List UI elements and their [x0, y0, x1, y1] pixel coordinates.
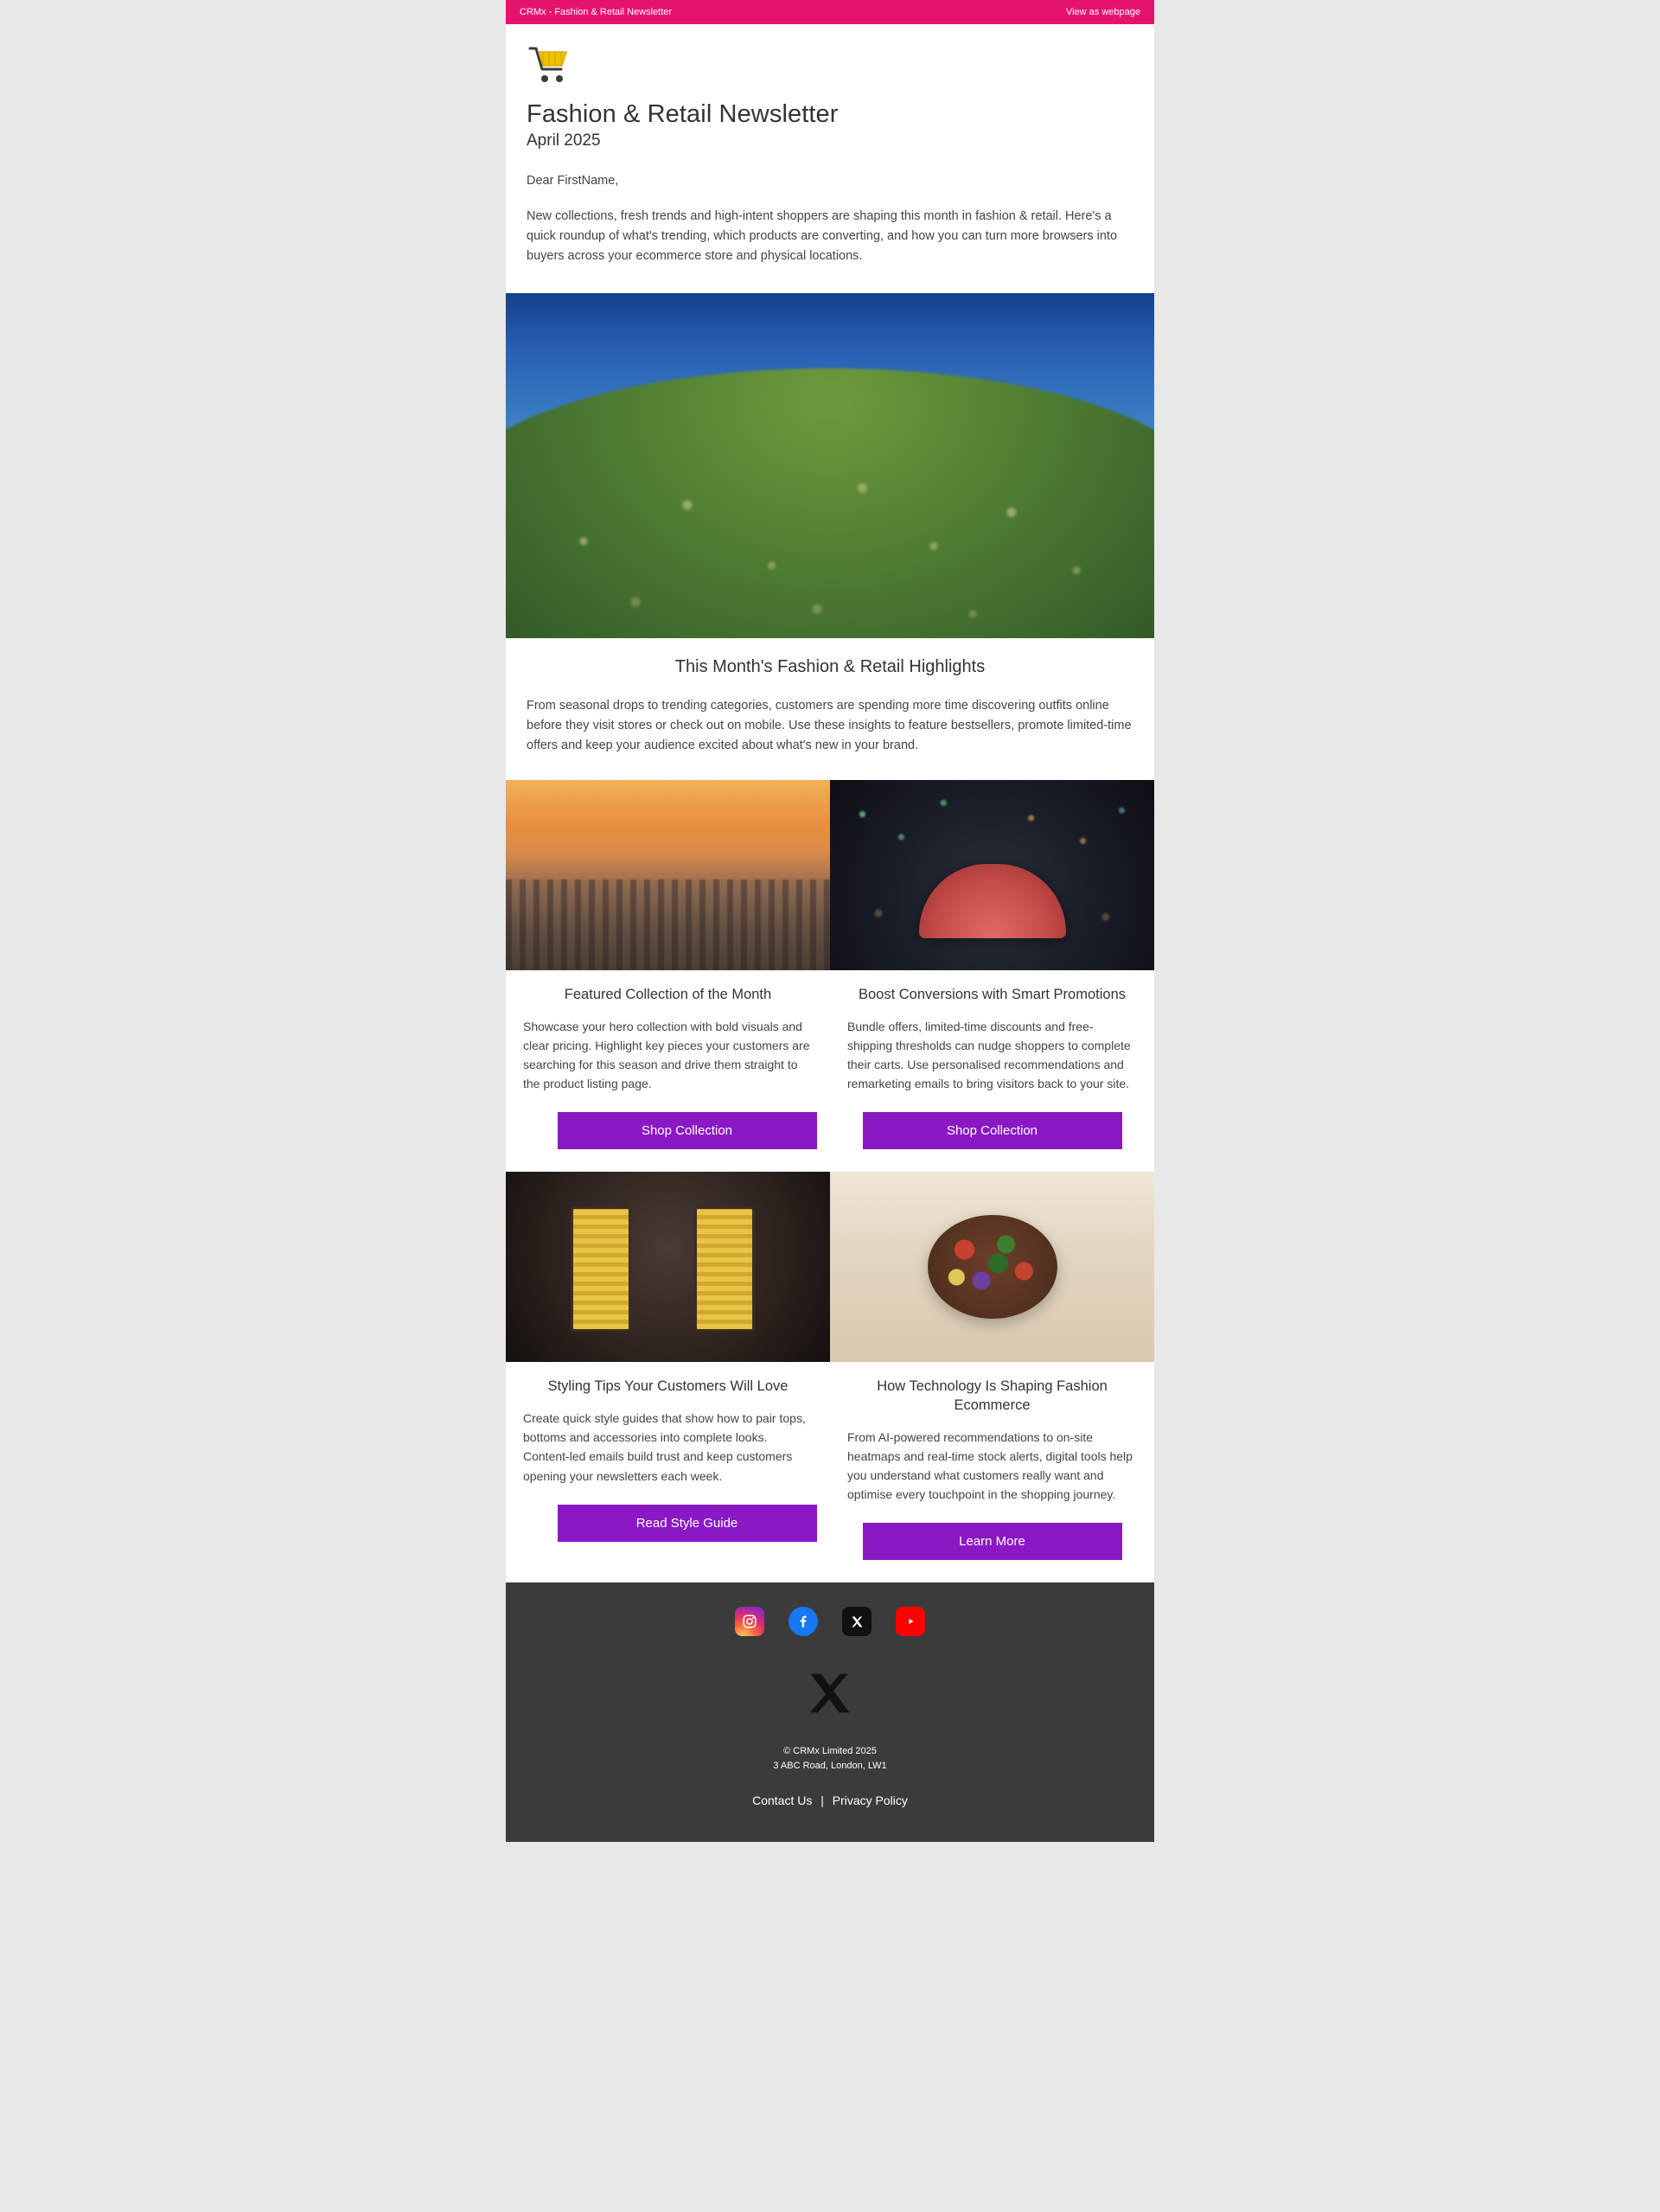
x-icon[interactable] [842, 1607, 872, 1636]
address-text: 3 ABC Road, London, LW1 [773, 1761, 887, 1772]
card-title: Featured Collection of the Month [564, 987, 772, 1003]
card-text: Create quick style guides that show how to pair tops, bottoms and accessories into complete looks. Content-led emails build trust and keep customers opening your newsletters each week. [523, 1411, 806, 1483]
social-links [527, 1607, 1133, 1636]
brand-x-mark [527, 1669, 1133, 1725]
city-sunset-image [506, 780, 830, 970]
highlights-body: From seasonal drops to trending categories, customers are spending more time discovering outfits online before they visit stores or check out on mobile. Use these insights to feature bestsellers, promote limited-time offers and keep your audience excited about what's new in your brand. [527, 698, 1132, 753]
intro-section [506, 150, 1154, 293]
card-row-2 [506, 1172, 1154, 1582]
card-row-1 [506, 780, 1154, 1172]
card-cta-row [551, 1112, 823, 1149]
footer-legal [527, 1744, 1133, 1774]
red-umbrella-image [830, 780, 1154, 970]
read-style-guide-button[interactable]: Read Style Guide [558, 1505, 817, 1542]
instagram-icon[interactable] [735, 1607, 764, 1636]
card-text: Bundle offers, limited-time discounts and free-shipping thresholds can nudge shoppers to complete their carts. Use personalised recommendations and remarketing emails to bring visitors back to your site. [847, 1020, 1131, 1091]
shop-collection-button[interactable]: Shop Collection [558, 1112, 817, 1149]
card-featured-collection [506, 780, 830, 1172]
card-title: Boost Conversions with Smart Promotions [858, 987, 1127, 1003]
youtube-icon[interactable] [896, 1607, 925, 1636]
greeting-text: Dear FirstName, [527, 173, 619, 188]
shop-collection-button[interactable]: Shop Collection [863, 1112, 1122, 1149]
grilled-corn-image [506, 1172, 830, 1362]
preheader-text: CRMx - Fashion & Retail Newsletter [520, 7, 673, 17]
preheader-bar [506, 0, 1154, 24]
contact-us-link[interactable]: Contact Us [752, 1793, 813, 1807]
email-container [506, 0, 1154, 1842]
card-text: From AI-powered recommendations to on-site heatmaps and real-time stock alerts, digital tools help you understand what customers really want and optimise every touchpoint in the shopping journey. [847, 1429, 1133, 1502]
card-cta-row [847, 1523, 1137, 1560]
title-block [506, 85, 1154, 150]
highlights-section [506, 638, 1154, 781]
card-technology [830, 1172, 1154, 1582]
card-text: Showcase your hero collection with bold visuals and clear pricing. Highlight key pieces your customers are searching for this season and drive them straight to the product listing page. [523, 1020, 810, 1091]
view-as-webpage-link[interactable]: View as webpage [1065, 7, 1140, 17]
shopping-cart-icon [527, 43, 571, 85]
intro-text: New collections, fresh trends and high-intent shoppers are shaping this month in fashion & retail. Here's a quick roundup of what's trending, which products are converting, and how you can turn more browsers into buyers across your ecommerce store and physical locations. [527, 209, 1118, 264]
highlights-title: This Month's Fashion & Retail Highlights [674, 656, 986, 676]
privacy-policy-link[interactable]: Privacy Policy [832, 1793, 908, 1807]
card-title: Styling Tips Your Customers Will Love [547, 1378, 788, 1395]
footer-link-separator: | [820, 1793, 824, 1807]
issue-date: April 2025 [527, 131, 601, 150]
hero-image [506, 293, 1154, 638]
footer-links [527, 1793, 1133, 1807]
email-header [506, 24, 1154, 85]
hero-foliage [506, 396, 1154, 637]
card-styling-tips [506, 1172, 830, 1582]
email-footer [506, 1582, 1154, 1841]
facebook-icon[interactable] [788, 1607, 818, 1636]
card-cta-row [847, 1112, 1137, 1149]
card-title: How Technology Is Shaping Fashion Ecommerce [877, 1378, 1108, 1414]
learn-more-button[interactable]: Learn More [863, 1523, 1122, 1560]
copyright-text: © CRMx Limited 2025 [783, 1746, 877, 1757]
card-smart-promotions [830, 780, 1154, 1172]
card-cta-row [551, 1505, 823, 1542]
salad-bowl-image [830, 1172, 1154, 1362]
page-title: Fashion & Retail Newsletter [527, 100, 839, 128]
